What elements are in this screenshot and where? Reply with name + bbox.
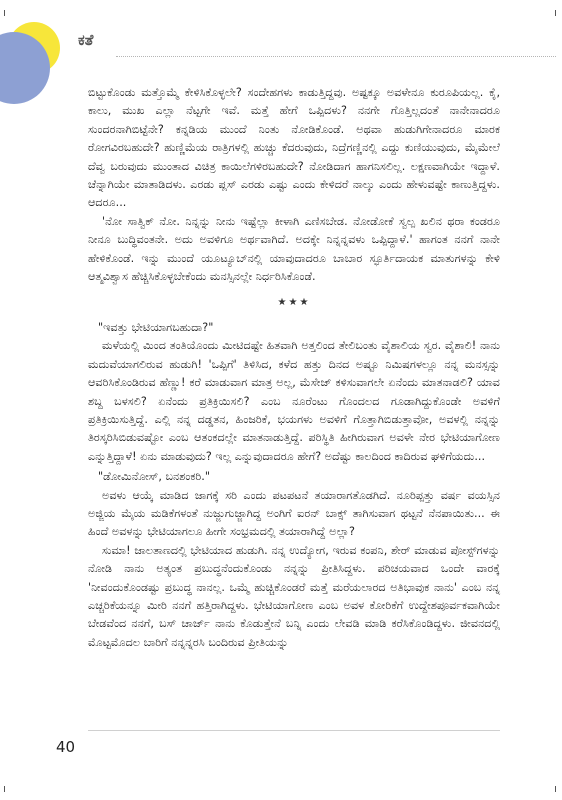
crop-mark-bottom-right	[555, 786, 556, 792]
section-divider: ★★★	[277, 297, 311, 309]
section-title: ಕತೆ	[78, 31, 94, 49]
crop-mark-top-right	[555, 10, 556, 16]
header-dotted-rule	[116, 56, 556, 57]
dialogue-line: "ಡೋಮಿನೋಸ್, ಬನಶಂಕರಿ."	[98, 470, 211, 484]
story-body	[88, 84, 500, 652]
page-number: 40	[56, 738, 76, 756]
paragraph: ಅವಳು ಆಯ್ಕೆ ಮಾಡಿದ ಜಾಗಕ್ಕೆ ಸರಿ ಎಂದು ಪಟಪಟನೆ ತಯಾರಾಗತೊಡಗಿದೆ. ನೂರಿಪ್ಪತ್ತು ವರ್ಷ ವಯಸ್ಸಿನ ಅಜ್ಜಿಯ ಮೈಯ ಮಡಿಕೆಗಳಂತೆ ನುಜ್ಜುಗುಜ್ಜಾಗಿದ್ದ ಅಂಗಿಗೆ ಐರನ್ ಬಾಕ್ಸ್ ತಾಗಿಸುವಾಗ ಥಟ್ಟನೆ ನೆನಪಾಯಿತು... ಈ ಹಿಂದೆ ಅವಳನ್ನು ಭೇಟಿಯಾಗಲೂ ಹೀಗೇ ಸಂಭ್ರಮದಲ್ಲಿ ತಯಾರಾಗಿದ್ದೆ ಅಲ್ಲಾ?	[88, 488, 500, 539]
paragraph: ಮಳೆಯಲ್ಲಿ ಮಿಂದ ತಂತಿಯೊಂದು ಮೀಟಿದಷ್ಟೇ ಹಿತವಾಗಿ ಅತ್ತಲಿಂದ ತೇಲಿಬಂತು ವೈಶಾಲಿಯ ಸ್ವರ. ವೈಶಾಲಿ! ನಾನು ಮದುವೆಯಾಗಲಿರುವ ಹುಡುಗಿ! 'ಒಪ್ಪಿಗೆ' ತಿಳಿಸಿದ, ಕಳೆದ ಹತ್ತು ದಿನದ ಅಷ್ಟೂ ನಿಮಿಷಗಳಲ್ಲೂ ನನ್ನ ಮನಸ್ಸನ್ನು ಆವರಿಸಿಕೊಂಡಿರುವ ಹೆಣ್ಣು! ಕರೆ ಮಾಡುವಾಗ ಮಾತ್ರ ಅಲ್ಲ, ಮೆಸೇಜ್ ಕಳಿಸುವಾಗಲೇ ಏನೆಂದು ಮಾತನಾಡಲಿ? ಯಾವ ಶಬ್ದ ಬಳಸಲಿ? ಏನೆಂದು ಪ್ರತಿಕ್ರಿಯಿಸಲಿ? ಎಂಬ ನೂರೆಂಟು ಗೊಂದಲದ ಗೂಡಾಗಿದ್ದುಕೊಂಡೇ ಅವಳಿಗೆ ಪ್ರತಿಕ್ರಿಯಿಸುತ್ತಿದ್ದೆ. ಎಲ್ಲಿ ನನ್ನ ದಡ್ಡತನ, ಹಿಂಜರಿಕೆ, ಭಯಗಳು ಅವಳಿಗೆ ಗೊತ್ತಾಗಿಬಿಡುತ್ತಾವೋ, ಅವಳಲ್ಲಿ ನನ್ನನ್ನು ತಿರಸ್ಕರಿಸಿಬಿಡುವಷ್ಟೋ ಎಂಬ ಆತಂಕದಲ್ಲೇ ಮಾತನಾಡುತ್ತಿದ್ದೆ. ಪರಿಸ್ಥಿತಿ ಹೀಗಿರುವಾಗ ಅವಳೇ ನೇರ ಭೇಟಿಯಾಗೋಣ ಎನ್ನುತ್ತಿದ್ದಾಳೆ! ಏನು ಮಾಡುವುದು? ಇಲ್ಲ ಎನ್ನುವುದಾದರೂ ಹೇಗೆ? ಅದೆಷ್ಟು ಕಾಲದಿಂದ ಕಾದಿರುವ ಘಳಿಗೆಯದು...	[88, 339, 500, 463]
crop-mark-top-left	[4, 10, 5, 16]
footer-rule	[88, 730, 500, 731]
paragraph: 'ನೋ ಸಾತ್ವಿಕ್ ನೋ. ನಿನ್ನನ್ನು ನೀನು ಇಷ್ಟೆಲ್ಲಾ ಕೀಳಾಗಿ ಎಣಿಸಬೇಡ. ನೋಡೋಕೆ ಸ್ವಲ್ಪ ಖಲಿನ ಥರಾ ಕಂಡರೂ ನೀನೂ ಬುದ್ಧಿವಂತನೇ. ಅದು ಅವಳಿಗೂ ಅರ್ಥವಾಗಿದೆ. ಅದಕ್ಕೇ ನಿನ್ನನ್ನವಳು ಒಪ್ಪಿದ್ದಾಳೆ.' ಹಾಗಂತ ನನಗೆ ನಾನೇ ಹೇಳಿಕೊಂಡೆ. ಇನ್ನು ಮುಂದೆ ಯೂಟ್ಯೂಬ್‌ನಲ್ಲಿ ಯಾವುದಾದರೂ ಬಾಬಾರ ಸ್ಫೂರ್ತಿದಾಯಕ ಮಾತುಗಳನ್ನು ಕೇಳಿ ಆತ್ಮವಿಶ್ವಾಸ ಹೆಚ್ಚಿಸಿಕೊಳ್ಳಬೇಕೆಂದು ಮನಸ್ಸಿನಲ್ಲೇ ನಿರ್ಧರಿಸಿಕೊಂಡೆ.	[88, 214, 500, 284]
crop-mark-bottom-left	[4, 786, 5, 792]
paragraph: ಬಿಟ್ಟುಕೊಂಡು ಮತ್ತೊಮ್ಮೆ ಕೇಳಿಸಿಕೊಳ್ಳಲೇ? ಸಂದೇಹಗಳು ಕಾಡುತ್ತಿದ್ದವು. ಅಷ್ಟಕ್ಕೂ ಅವಳೇನೂ ಕುರೂಪಿಯಲ್ಲ. ಕೈ, ಕಾಲು, ಮುಖ ಎಲ್ಲಾ ನೆಟ್ಟಗೇ ಇವೆ. ಮತ್ತೆ ಹೇಗೆ ಒಪ್ಪಿದಳು? ನನಗೇ ಗೊತ್ತಿಲ್ಲದಂತೆ ನಾನೇನಾದರೂ ಸುಂದರನಾಗಿಬಿಟ್ಟೆನೇ? ಕನ್ನಡಿಯ ಮುಂದೆ ನಿಂತು ನೋಡಿಕೊಂಡೆ. ಅಥವಾ ಹುಡುಗಿಗೇನಾದರೂ ಮಾರಕ ರೋಗವಿರಬಹುದೇ? ಹುಣ್ಣಿಮೆಯ ರಾತ್ರಿಗಳಲ್ಲಿ ಹುಚ್ಚು ಕೆದರುವುದು, ನಿದ್ರೆಗಣ್ಣಿನಲ್ಲಿ ಎದ್ದು ಕುಣಿಯುವುದು, ಮೈಮೇಲೆ ದೆವ್ವ ಬರುವುದು ಮುಂತಾದ ವಿಚಿತ್ರ ಕಾಯಿಲೆಗಳಿರಬಹುದೇ? ನೋಡಿದಾಗ ಹಾಗನಿಸಲಿಲ್ಲ. ಲಕ್ಷಣವಾಗಿಯೇ ಇದ್ದಾಳೆ. ಚೆನ್ನಾಗಿಯೇ ಮಾತಾಡಿದಳು. ಎರಡು ಪ್ಲಸ್ ಎರಡು ಎಷ್ಟು ಎಂದು ಕೇಳಿದರೆ ನಾಲ್ಕು ಎಂದು ಹೇಳುವಷ್ಟೇ ಕಾಣುತ್ತಿದ್ದಳು. ಆದರೂ...	[88, 86, 500, 210]
dialogue-line: "ಇವತ್ತು ಭೇಟಿಯಾಗಬಹುದಾ?"	[98, 320, 214, 334]
paragraph: ಸುಮಾ! ಜಾಲತಾಣದಲ್ಲಿ ಭೇಟಿಯಾದ ಹುಡುಗಿ. ನನ್ನ ಉದ್ಯೋಗ, ಇರುವ ಕಂಪನಿ, ಶೇರ್ ಮಾಡುವ ಪೋಸ್ಟ್‌ಗಳನ್ನು ನೋಡಿ ನಾನು ಅತ್ಯಂತ ಪ್ರಬುದ್ಧನೆಂದುಕೊಂಡು ನನ್ನನ್ನು ಪ್ರೀತಿಸಿದ್ದಳು. ಪರಿಚಯವಾದ ಒಂದೇ ವಾರಕ್ಕೆ 'ನೀವಂದುಕೊಂಡಷ್ಟು ಪ್ರಬುದ್ಧ ನಾನಲ್ಲ. ಒಮ್ಮೆ ಹುಚ್ಚಿಕೊಂಡರೆ ಮತ್ತೆ ಮರೆಯಲಾರದ ಅತಿಭಾವುಕ ನಾನು' ಎಂಬ ನನ್ನ ಎಚ್ಚರಿಕೆಯನ್ನೂ ಮೀರಿ ನನಗೆ ಹತ್ತಿರಾಗಿದ್ದಳು. ಭೇಟಿಯಾಗೋಣ ಎಂಬ ಅವಳ ಕೋರಿಕೆಗೆ ಉದ್ದೇಶಪೂರ್ವಕವಾಗಿಯೇ ಬೇಡವೆಂದ ನನಗೆ, ಬಸ್ ಚಾರ್ಜ್ ನಾನು ಕೊಡುತ್ತೇನೆ ಬನ್ನಿ ಎಂದು ಲೇವಡಿ ಮಾಡಿ ಕರೆಸಿಕೊಂಡಿದ್ದಳು. ಜೀವನದಲ್ಲಿ ಮೊಟ್ಟಮೊದಲ ಬಾರಿಗೆ ನನ್ನನ್ನರಸಿ ಬಂದಿರುವ ಪ್ರೀತಿಯನ್ನು	[88, 543, 500, 649]
